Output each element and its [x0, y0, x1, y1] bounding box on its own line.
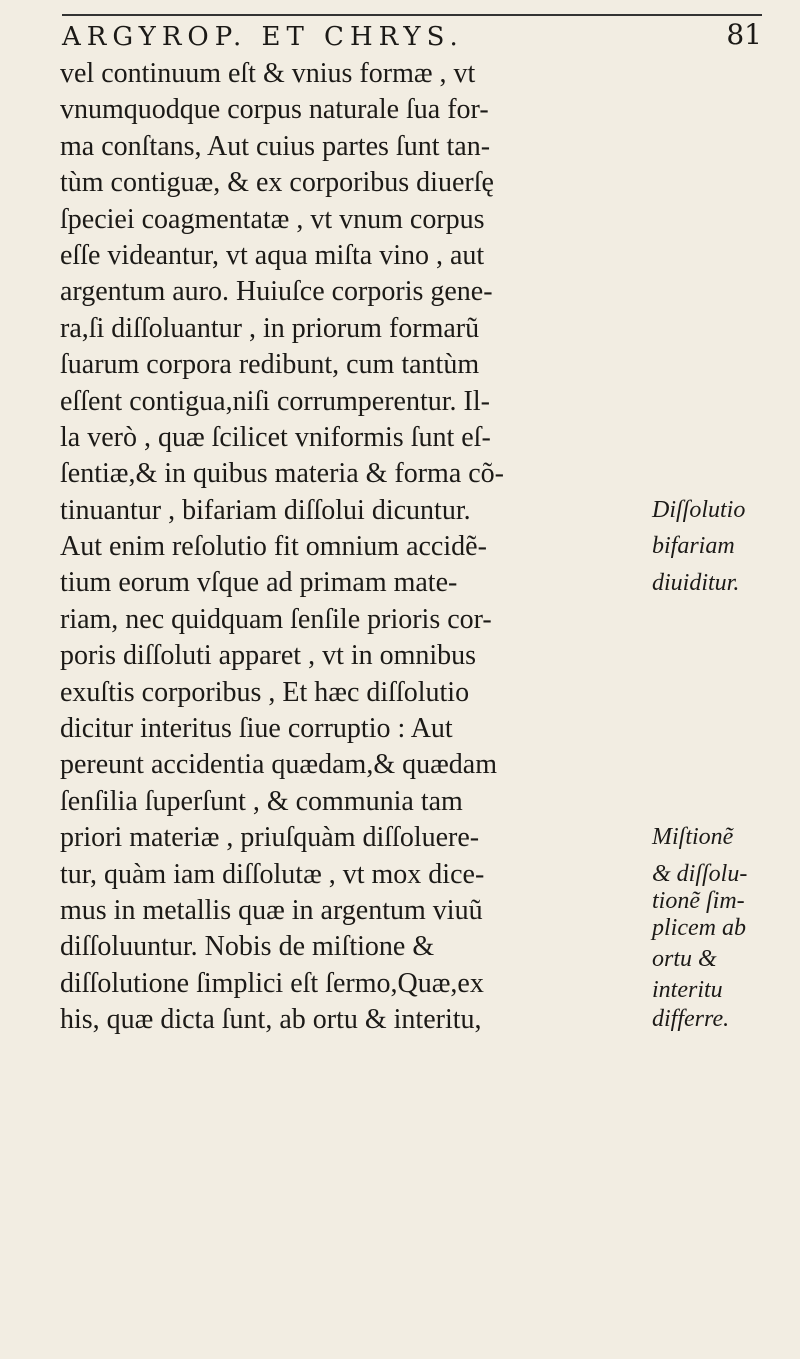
text-line: ſenſilia ſuperſunt , & communia tam	[60, 785, 463, 817]
page-number: 81	[726, 18, 762, 51]
text-line: eſſe videantur, vt aqua miſta vino , aut	[60, 239, 485, 271]
text-line: ſentiæ,& in quibus materia & forma cõ-	[60, 458, 505, 490]
margin-note: diuiditur.	[652, 569, 740, 596]
margin-note: Miſtionẽ	[652, 824, 734, 851]
margin-note: tionẽ ſim-	[652, 888, 745, 915]
text-line: riam, nec quidquam ſenſile prioris cor-	[60, 603, 492, 635]
text-line: vel continuum eſt & vnius formæ , vt	[60, 58, 476, 89]
text-line: dicitur interitus ſiue corruptio : Aut	[60, 713, 453, 745]
margin-note: differre.	[652, 1006, 730, 1033]
text-line: exuſtis corporibus , Et hæc diſſolutio	[60, 676, 470, 708]
text-line: tur, quàm iam diſſolutæ , vt mox dice-	[60, 858, 485, 890]
body-text	[60, 56, 660, 1039]
margin-note: bifariam	[652, 533, 735, 560]
text-line: Aut enim reſolutio fit omnium accidẽ-	[60, 531, 487, 563]
running-head-title: ARGYROP. ET CHRYS.	[62, 22, 464, 52]
text-line: vnumquodque corpus naturale ſua for-	[60, 94, 489, 126]
text-line: pereunt accidentia quædam,& quædam	[60, 749, 497, 781]
text-line: eſſent contigua,niſi corrumperentur. Il-	[60, 385, 490, 417]
text-line: diſſoluuntur. Nobis de miſtione &	[60, 931, 435, 963]
margin-note: & diſſolu-	[652, 860, 748, 887]
running-head	[62, 14, 762, 52]
text-line: mus in metallis quæ in argentum viuũ	[60, 894, 483, 926]
text-line: tinuantur , bifariam diſſolui dicuntur.	[60, 494, 471, 526]
text-line: la verò , quæ ſcilicet vniformis ſunt eſ-	[60, 421, 491, 453]
text-line: ſpeciei coagmentatæ , vt vnum corpus	[60, 203, 485, 235]
text-line: ma conſtans, Aut cuius partes ſunt tan-	[60, 130, 491, 162]
text-line: poris diſſoluti apparet , vt in omnibus	[60, 640, 477, 672]
margin-note: Diſſolutio	[652, 496, 746, 523]
text-line: ſuarum corpora redibunt, cum tantùm	[60, 349, 480, 381]
text-line: his, quæ dicta ſunt, ab ortu & interitu,	[60, 1004, 482, 1036]
text-line: tùm contiguæ, & ex corporibus diuerſę	[60, 167, 494, 199]
text-line: ra,ſi diſſoluantur , in priorum formarũ	[60, 312, 480, 344]
text-line: priori materiæ , priuſquàm diſſoluere-	[60, 822, 480, 854]
text-line: diſſolutione ſimplici eſt ſermo,Quæ,ex	[60, 967, 484, 999]
text-line: argentum auro. Huiuſce corporis gene-	[60, 276, 493, 308]
margin-note: ortu &	[652, 946, 717, 973]
margin-note: plicem ab	[652, 915, 746, 942]
text-line: tium eorum vſque ad primam mate-	[60, 567, 458, 599]
margin-note: interitu	[652, 977, 723, 1004]
